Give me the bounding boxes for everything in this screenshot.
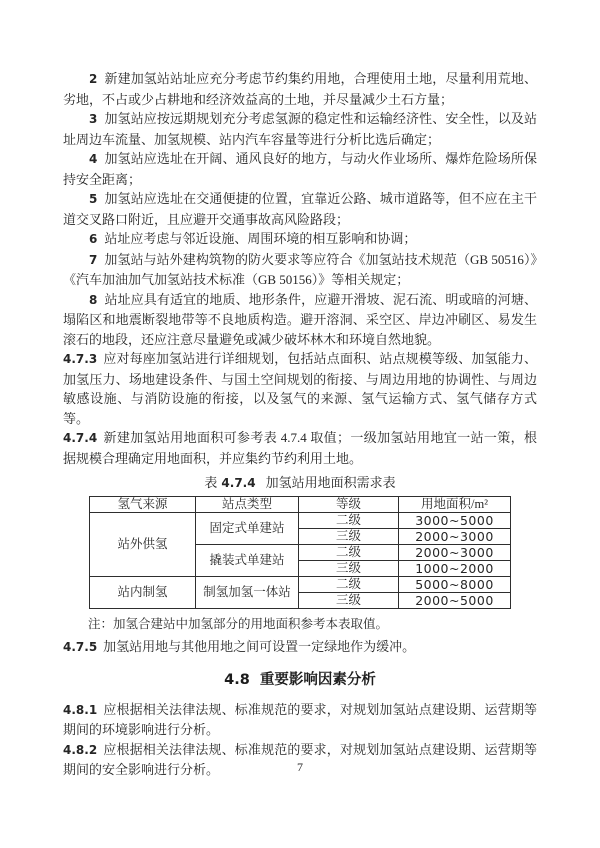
cell-area: 2000~3000 (399, 529, 511, 545)
item-number: 2 (89, 72, 98, 86)
table-caption (63, 473, 537, 493)
table-header-row (90, 497, 511, 513)
clause-text: 应对每座加氢站进行详细规划，包括站点面积、站点规模等级、加氢能力、加氢压力、场地建设条件、与国土空间规划的衔接、与周边用地的协调性、与周边敏感设施、与消防设施的衔接，以及氢气的来源、氢气运输方式、氢气储存方式等。 (63, 351, 537, 426)
clause-text: 应根据相关法律法规、标准规范的要求，对规划加氢站点建设期、运营期等期间的安全影响进行分析。 (63, 741, 537, 777)
section-heading-4-8 (63, 670, 537, 690)
item-text: 加氢站与站外建构筑物的防火要求等应符合《加氢站技术规范（GB 50516）》《汽车加油加气加氢站技术标准（GB 50156）》等相关规定； (63, 251, 537, 287)
clause-4-7-4 (63, 428, 537, 468)
item-number: 8 (89, 292, 98, 307)
section-title: 重要影响因素分析 (259, 671, 376, 688)
clause-4-7-3 (63, 349, 537, 428)
numbered-item-8 (63, 290, 537, 350)
cell-type-integrated: 制氢加氢一体站 (196, 577, 299, 609)
table-caption-prefix: 表 (204, 475, 218, 490)
cell-grade: 三级 (299, 529, 399, 545)
numbered-item-4 (63, 149, 537, 189)
item-text: 站址应考虑与邻近设施、周围环境的相互影响和协调； (104, 231, 417, 246)
cell-area: 2000~5000 (399, 593, 511, 609)
table-caption-number: 4.7.4 (221, 476, 256, 490)
cell-source-onsite: 站内制氢 (90, 577, 196, 609)
numbered-item-3 (63, 109, 537, 149)
note-text: 加氢合建站中加氢部分的用地面积参考本表取值。 (113, 617, 389, 631)
item-number: 3 (89, 112, 98, 126)
clause-number: 4.7.5 (63, 640, 98, 654)
cell-grade: 三级 (299, 561, 399, 577)
col-header-hydrogen-source: 氢气来源 (90, 497, 196, 513)
cell-grade: 二级 (299, 513, 399, 529)
clause-number: 4.8.2 (63, 742, 98, 757)
clause-4-7-5 (63, 637, 537, 658)
numbered-item-2 (63, 69, 537, 109)
table-row (90, 577, 511, 593)
note-label: 注： (88, 617, 114, 631)
item-text: 加氢站应选址在开阔、通风良好的地方，与动火作业场所、爆炸危险场所保持安全距离； (63, 151, 537, 187)
item-number: 5 (89, 192, 98, 206)
clause-4-8-1 (63, 700, 537, 740)
item-text: 新建加氢站站址应充分考虑节约集约用地，合理使用土地，尽量利用荒地、劣地，不占或少占耕地和经济效益高的土地，并尽量减少土石方量； (63, 71, 537, 107)
clause-number: 4.7.3 (63, 352, 98, 366)
item-text: 站址应具有适宜的地质、地形条件，应避开滑坡、泥石流、明或暗的河塘、塌陷区和地震断裂地带等不良地质构造。避开溶洞、采空区、岸边冲刷区、易发生滚石的地段，还应注意尽量避免或减少破坏林木和环境自然地貌。 (63, 291, 537, 347)
cell-area: 5000~8000 (399, 577, 511, 593)
clause-text: 应根据相关法律法规、标准规范的要求，对规划加氢站点建设期、运营期等期间的环境影响进行分析。 (63, 701, 537, 737)
cell-type-fixed: 固定式单建站 (196, 513, 299, 545)
clause-text: 新建加氢站用地面积可参考表 4.7.4 取值；一级加氢站用地宜一站一策，根据规模合理确定用地面积，并应集约节约利用土地。 (63, 430, 537, 466)
clause-text: 加氢站用地与其他用地之间可设置一定绿地作为缓冲。 (103, 639, 416, 654)
col-header-station-type: 站点类型 (196, 497, 299, 513)
numbered-item-7 (63, 250, 537, 290)
item-text: 加氢站应选址在交通便捷的位置，宜靠近公路、城市道路等，但不应在主干道交叉路口附近，且应避开交通事故高风险路段； (63, 191, 537, 227)
cell-area: 1000~2000 (399, 561, 511, 577)
clause-number: 4.7.4 (63, 431, 98, 445)
cell-area: 2000~3000 (399, 545, 511, 561)
cell-type-skid: 撬装式单建站 (196, 545, 299, 577)
item-number: 7 (89, 252, 98, 267)
item-number: 4 (89, 152, 98, 166)
col-header-land-area: 用地面积/m² (399, 497, 511, 513)
table-row (90, 513, 511, 529)
section-number: 4.8 (224, 671, 250, 688)
cell-grade: 二级 (299, 577, 399, 593)
clause-number: 4.8.1 (63, 702, 98, 717)
cell-grade: 二级 (299, 545, 399, 561)
table-caption-title: 加氢站用地面积需求表 (265, 475, 396, 490)
table-note (63, 615, 537, 634)
cell-source-offsite: 站外供氢 (90, 513, 196, 577)
numbered-item-5 (63, 189, 537, 229)
cell-area: 3000~5000 (399, 513, 511, 529)
item-number: 6 (89, 232, 98, 246)
cell-grade: 三级 (299, 593, 399, 609)
page-content (63, 69, 537, 780)
numbered-item-6 (63, 229, 537, 250)
page-number: 7 (297, 760, 303, 774)
land-area-table (89, 496, 511, 609)
col-header-grade: 等级 (299, 497, 399, 513)
item-text: 加氢站应按远期规划充分考虑氢源的稳定性和运输经济性、安全性，以及站址周边车流量、加氢规模、站内汽车容量等进行分析比选后确定； (63, 111, 537, 147)
